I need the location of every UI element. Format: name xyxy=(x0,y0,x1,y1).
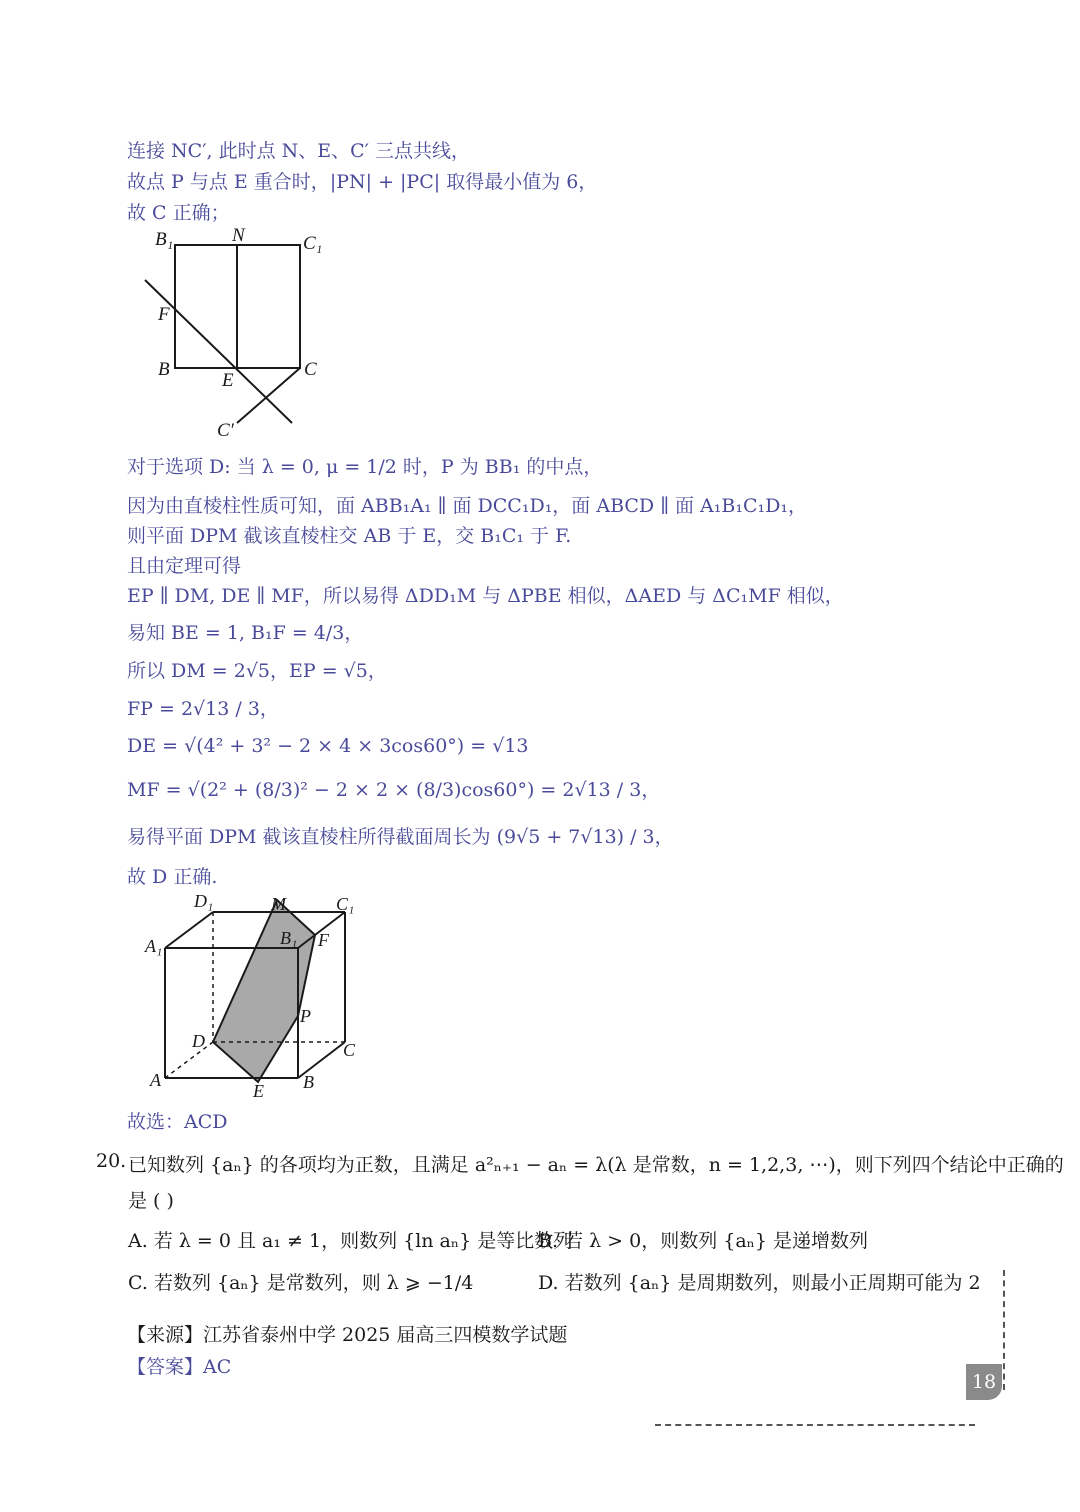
question-stem: 已知数列 {aₙ} 的各项均为正数，且满足 a²ₙ₊₁ − aₙ = λ(λ 是常数，n = 1,2,3, ⋯)，则下列四个结论中正确的 xyxy=(128,1154,1064,1176)
label-D1: D₁ xyxy=(194,891,214,911)
label-E: E xyxy=(222,370,234,391)
solution-conclusion: 故选：ACD xyxy=(127,1111,228,1133)
solution-line: 易得平面 DPM 截该直棱柱所得截面周长为 (9√5 + 7√13) / 3， xyxy=(127,826,674,848)
label-B1: B₁ xyxy=(280,928,298,948)
option-c: C. 若数列 {aₙ} 是常数列，则 λ ⩾ −1/4 xyxy=(128,1272,474,1294)
solution-line: 连接 NC′, 此时点 N、E、C′ 三点共线， xyxy=(127,140,471,162)
square-diagram xyxy=(130,225,330,445)
label-C1: C₁ xyxy=(336,894,355,914)
solution-line: 易知 BE = 1, B₁F = 4/3， xyxy=(127,622,364,644)
label-F: F xyxy=(158,304,170,325)
solution-line: DE = √(4² + 3² − 2 × 4 × 3cos60°) = √13 xyxy=(127,735,529,757)
label-B: B xyxy=(158,359,170,380)
source-line: 【来源】江苏省泰州中学 2025 届高三四模数学试题 xyxy=(127,1324,568,1346)
page-border-dashed-vertical xyxy=(1003,1270,1005,1390)
cross-section xyxy=(213,900,315,1082)
label-A: A xyxy=(150,1070,161,1090)
solution-line: 对于选项 D: 当 λ = 0, μ = 1/2 时，P 为 BB₁ 的中点， xyxy=(127,456,603,478)
label-F: F xyxy=(318,930,329,950)
label-P: P xyxy=(300,1006,311,1026)
label-C: C xyxy=(304,359,317,380)
label-C: C xyxy=(343,1040,356,1060)
prism-diagram xyxy=(140,890,370,1105)
option-b: B. 若 λ > 0，则数列 {aₙ} 是递增数列 xyxy=(538,1230,869,1252)
solution-line: MF = √(2² + (8/3)² − 2 × 2 × (8/3)cos60°) = 2√13 / 3， xyxy=(127,779,661,801)
label-B1: B₁ xyxy=(155,229,174,250)
solution-line: 故 D 正确. xyxy=(127,866,218,888)
option-d: D. 若数列 {aₙ} 是周期数列，则最小正周期可能为 2 xyxy=(538,1272,981,1294)
solution-line: 且由定理可得 xyxy=(127,555,242,577)
solution-line: 所以 DM = 2√5，EP = √5， xyxy=(127,660,387,682)
solution-line: FP = 2√13 / 3， xyxy=(127,698,279,720)
label-N: N xyxy=(232,225,245,246)
solution-line: 则平面 DPM 截该直棱柱交 AB 于 E，交 B₁C₁ 于 F. xyxy=(127,525,572,547)
solution-line: 故点 P 与点 E 重合时，|PN| + |PC| 取得最小值为 6， xyxy=(127,171,598,193)
question-stem-cont: 是 ( ) xyxy=(128,1190,174,1212)
page-border-dashed-horizontal xyxy=(655,1424,975,1426)
label-Cp: C′ xyxy=(217,420,234,441)
label-A1: A₁ xyxy=(145,936,163,956)
label-E: E xyxy=(253,1081,264,1101)
line-FE xyxy=(145,280,292,423)
label-B: B xyxy=(303,1072,314,1092)
answer-line: 【答案】AC xyxy=(127,1356,232,1378)
solution-line: 故 C 正确； xyxy=(127,202,230,224)
question-number: 20. xyxy=(96,1150,127,1172)
label-C1: C₁ xyxy=(303,233,323,254)
label-M: M xyxy=(271,894,286,914)
solution-line: 因为由直棱柱性质可知，面 ABB₁A₁ ∥ 面 DCC₁D₁，面 ABCD ∥ 面 A₁B₁C₁D₁， xyxy=(127,495,807,517)
solution-line: EP ∥ DM, DE ∥ MF，所以易得 ΔDD₁M 与 ΔPBE 相似，ΔAED 与 ΔC₁MF 相似， xyxy=(127,585,844,607)
label-D: D xyxy=(192,1031,205,1051)
option-a: A. 若 λ = 0 且 a₁ ≠ 1，则数列 {ln aₙ} 是等比数列 xyxy=(128,1230,573,1252)
segment-CCp xyxy=(237,368,300,423)
page-number: 18 xyxy=(966,1364,1002,1400)
